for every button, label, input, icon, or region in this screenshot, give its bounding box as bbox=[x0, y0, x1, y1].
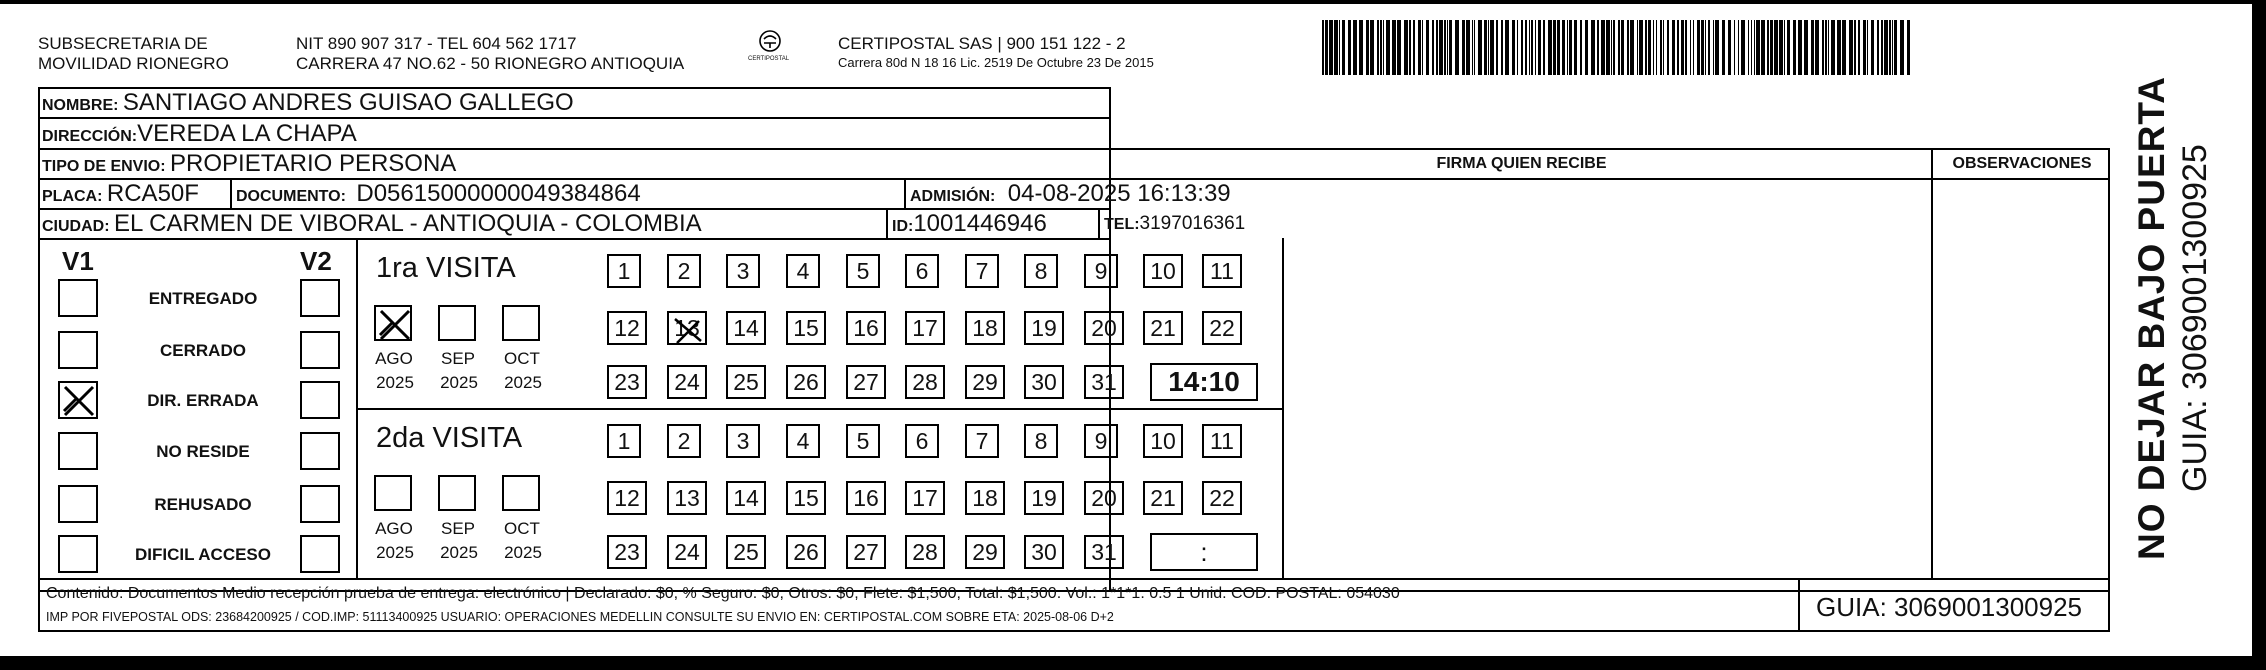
day-cell[interactable]: 19 bbox=[1024, 481, 1064, 515]
day-cell[interactable]: 15 bbox=[786, 311, 826, 345]
day-cell[interactable]: 18 bbox=[965, 481, 1005, 515]
tipo-value: PROPIETARIO PERSONA bbox=[170, 150, 457, 177]
day-cell[interactable]: 23 bbox=[607, 365, 647, 399]
placa-label: PLACA: bbox=[42, 188, 103, 205]
courier-logo bbox=[748, 29, 790, 69]
day-cell[interactable]: 14 bbox=[726, 481, 766, 515]
side-guia: GUIA: 3069001300925 bbox=[2176, 144, 2214, 492]
top-edge bbox=[0, 0, 2266, 4]
day-cell[interactable]: 11 bbox=[1202, 424, 1242, 458]
day-cell[interactable]: 18 bbox=[965, 311, 1005, 345]
id-label: ID: bbox=[892, 218, 914, 235]
day-cell[interactable]: 13 bbox=[667, 481, 707, 515]
status-label: ENTREGADO bbox=[148, 289, 258, 308]
v1-label: V1 bbox=[62, 246, 94, 276]
day-cell[interactable]: 31 bbox=[1084, 535, 1124, 569]
day-cell[interactable]: 21 bbox=[1143, 311, 1183, 345]
observations-area[interactable] bbox=[1935, 182, 2109, 576]
v2-checkbox[interactable] bbox=[300, 331, 340, 369]
year-label: 2025 bbox=[440, 373, 478, 392]
day-cell[interactable]: 4 bbox=[786, 254, 820, 288]
admision-value: 04-08-2025 16:13:39 bbox=[1007, 180, 1231, 207]
ciudad-value: EL CARMEN DE VIBORAL - ANTIOQUIA - COLOMBIA bbox=[114, 210, 702, 237]
documento-value: D05615000000049384864 bbox=[356, 180, 641, 207]
day-cell[interactable]: 28 bbox=[905, 365, 945, 399]
month-checkbox[interactable] bbox=[502, 305, 540, 341]
org-line1: SUBSECRETARIA DE bbox=[38, 34, 208, 53]
year-label: 2025 bbox=[440, 543, 478, 562]
day-cell[interactable]: 16 bbox=[846, 481, 886, 515]
day-cell[interactable]: 23 bbox=[607, 535, 647, 569]
day-cell[interactable]: 30 bbox=[1024, 365, 1064, 399]
day-cell[interactable]: 1 bbox=[607, 254, 641, 288]
visit-title: 2da VISITA bbox=[376, 422, 523, 454]
month-label: OCT bbox=[504, 349, 540, 368]
day-cell[interactable]: 7 bbox=[965, 254, 999, 288]
day-cell[interactable]: 29 bbox=[965, 535, 1005, 569]
day-cell[interactable]: 1 bbox=[607, 424, 641, 458]
v2-checkbox[interactable] bbox=[300, 279, 340, 317]
placa-value: RCA50F bbox=[106, 180, 199, 207]
month-checkbox[interactable] bbox=[374, 305, 412, 341]
day-cell[interactable]: 28 bbox=[905, 535, 945, 569]
day-cell[interactable]: 15 bbox=[786, 481, 826, 515]
day-cell[interactable]: 10 bbox=[1143, 424, 1183, 458]
day-cell[interactable]: 3 bbox=[726, 424, 760, 458]
day-cell[interactable]: 19 bbox=[1024, 311, 1064, 345]
nit-phone: NIT 890 907 317 - TEL 604 562 1717 bbox=[296, 34, 577, 53]
day-cell[interactable]: 4 bbox=[786, 424, 820, 458]
year-label: 2025 bbox=[376, 543, 414, 562]
day-cell[interactable]: 25 bbox=[726, 535, 766, 569]
status-label: CERRADO bbox=[160, 341, 246, 360]
month-label: OCT bbox=[504, 519, 540, 538]
v1-checkbox[interactable] bbox=[58, 279, 98, 317]
day-cell[interactable]: 11 bbox=[1202, 254, 1242, 288]
courier-name: CERTIPOSTAL SAS | 900 151 122 - 2 bbox=[838, 34, 1126, 53]
month-checkbox[interactable] bbox=[438, 305, 476, 341]
nombre-row bbox=[42, 91, 574, 115]
year-label: 2025 bbox=[504, 543, 542, 562]
tel-label: TEL: bbox=[1104, 216, 1140, 233]
day-cell[interactable]: 17 bbox=[905, 481, 945, 515]
day-cell[interactable]: 20 bbox=[1084, 481, 1124, 515]
status-label: DIFICIL ACCESO bbox=[134, 545, 271, 564]
logo-text: CERTIPOSTAL bbox=[748, 56, 790, 62]
day-cell[interactable]: 2 bbox=[667, 424, 701, 458]
month-checkbox[interactable] bbox=[502, 475, 540, 511]
day-cell[interactable]: 5 bbox=[846, 424, 880, 458]
v2-checkbox[interactable] bbox=[300, 485, 340, 523]
day-cell[interactable]: 3 bbox=[726, 254, 760, 288]
footer-imp: IMP POR FIVEPOSTAL ODS: 23684200925 / COD.IMP: 51113400925 USUARIO: OPERACIONES MEDELLIN CONSULTE SU ENVIO EN: CERTIPOSTAL.COM SOBRE ETA: 2025-08-06 D+2 bbox=[46, 610, 1114, 624]
day-cell[interactable]: 31 bbox=[1084, 365, 1124, 399]
footer-contenido: Contenido: Documentos Medio recepción prueba de entrega: electrónico | Declarado: $0, % Seguro: $0, Otros: $0, Flete: $1,500, Total: $1,500. Vol.: 1*1*1. 0.5 1 Unid. COD. POSTAL: 054030 bbox=[46, 585, 1400, 602]
v1-checkbox[interactable] bbox=[58, 381, 98, 419]
day-cell[interactable]: 27 bbox=[846, 535, 886, 569]
visit-title: 1ra VISITA bbox=[376, 252, 516, 284]
month-checkbox[interactable] bbox=[438, 475, 476, 511]
day-cell[interactable]: 9 bbox=[1084, 424, 1118, 458]
documento-label: DOCUMENTO: bbox=[236, 188, 346, 205]
day-cell[interactable]: 24 bbox=[667, 535, 707, 569]
day-cell[interactable]: 17 bbox=[905, 311, 945, 345]
tel-value: 3197016361 bbox=[1139, 213, 1246, 234]
day-cell[interactable]: 14 bbox=[726, 311, 766, 345]
firma-header: FIRMA QUIEN RECIBE bbox=[1436, 155, 1607, 172]
day-cell[interactable]: 30 bbox=[1024, 535, 1064, 569]
org-line2: MOVILIDAD RIONEGRO bbox=[38, 54, 229, 73]
day-cell[interactable]: 26 bbox=[786, 535, 826, 569]
v1-checkbox[interactable] bbox=[58, 485, 98, 523]
direccion-row bbox=[42, 122, 357, 146]
day-cell[interactable]: 27 bbox=[846, 365, 886, 399]
month-label: SEP bbox=[440, 519, 476, 538]
month-label: SEP bbox=[440, 349, 476, 368]
day-cell[interactable]: 6 bbox=[905, 254, 939, 288]
day-cell[interactable]: 9 bbox=[1084, 254, 1118, 288]
ciudad-label: CIUDAD: bbox=[42, 218, 110, 235]
v1-checkbox[interactable] bbox=[58, 432, 98, 470]
ciudad-row bbox=[42, 212, 702, 236]
placa-row bbox=[42, 182, 199, 206]
observaciones-header: OBSERVACIONES bbox=[1952, 155, 2092, 172]
day-cell[interactable]: 7 bbox=[965, 424, 999, 458]
day-cell[interactable] bbox=[667, 311, 707, 345]
bottom-edge bbox=[0, 656, 2266, 670]
year-label: 2025 bbox=[376, 373, 414, 392]
status-label: DIR. ERRADA bbox=[147, 391, 259, 410]
direccion-label: DIRECCIÓN: bbox=[42, 128, 138, 145]
status-label: REHUSADO bbox=[154, 495, 252, 514]
day-cell[interactable]: 8 bbox=[1024, 254, 1058, 288]
day-cell[interactable]: 10 bbox=[1143, 254, 1183, 288]
day-cell[interactable]: 24 bbox=[667, 365, 707, 399]
id-row bbox=[892, 212, 1047, 236]
tipo-label: TIPO DE ENVIO: bbox=[42, 158, 166, 175]
courier-license: Carrera 80d N 18 16 Lic. 2519 De Octubre 23 De 2015 bbox=[838, 55, 1154, 70]
year-label: 2025 bbox=[504, 373, 542, 392]
v2-label: V2 bbox=[300, 246, 332, 276]
v1-checkbox[interactable] bbox=[58, 331, 98, 369]
day-cell[interactable]: 2 bbox=[667, 254, 701, 288]
nombre-label: NOMBRE: bbox=[42, 97, 119, 114]
v1-checkbox[interactable] bbox=[58, 535, 98, 573]
footer-guia-box bbox=[1798, 578, 2110, 632]
day-cell[interactable]: 26 bbox=[786, 365, 826, 399]
day-cell[interactable]: 22 bbox=[1202, 481, 1242, 515]
tipo-row bbox=[42, 152, 456, 176]
day-cell[interactable]: 12 bbox=[607, 481, 647, 515]
month-checkbox[interactable] bbox=[374, 475, 412, 511]
status-label: NO RESIDE bbox=[156, 442, 250, 461]
admision-label: ADMISIÓN: bbox=[910, 188, 996, 205]
footer-guia: GUIA: 3069001300925 bbox=[1816, 592, 2082, 622]
day-cell[interactable]: 29 bbox=[965, 365, 1005, 399]
right-edge bbox=[2252, 0, 2266, 670]
v2-checkbox[interactable] bbox=[300, 381, 340, 419]
day-cell[interactable]: 20 bbox=[1084, 311, 1124, 345]
marked-day-number: 13 bbox=[674, 315, 700, 341]
day-cell[interactable]: 12 bbox=[607, 311, 647, 345]
v2-checkbox[interactable] bbox=[300, 432, 340, 470]
day-cell[interactable]: 21 bbox=[1143, 481, 1183, 515]
day-cell[interactable]: 5 bbox=[846, 254, 880, 288]
day-cell[interactable]: 25 bbox=[726, 365, 766, 399]
barcode bbox=[1322, 20, 1914, 75]
day-cell[interactable]: 16 bbox=[846, 311, 886, 345]
month-label: AGO bbox=[375, 349, 413, 368]
side-warning: NO DEJAR BAJO PUERTA bbox=[2131, 76, 2172, 560]
documento-row bbox=[236, 182, 641, 206]
month-label: AGO bbox=[375, 519, 413, 538]
time-field[interactable]: 14:10 bbox=[1150, 363, 1258, 401]
direccion-value: VEREDA LA CHAPA bbox=[137, 120, 357, 147]
sender-address: CARRERA 47 NO.62 - 50 RIONEGRO ANTIOQUIA bbox=[296, 54, 685, 73]
day-cell[interactable]: 22 bbox=[1202, 311, 1242, 345]
nombre-value: SANTIAGO ANDRES GUISAO GALLEGO bbox=[122, 89, 574, 116]
id-value: 1001446946 bbox=[913, 210, 1047, 237]
time-field[interactable]: : bbox=[1150, 533, 1258, 571]
v2-checkbox[interactable] bbox=[300, 535, 340, 573]
day-cell[interactable]: 8 bbox=[1024, 424, 1058, 458]
day-cell[interactable]: 6 bbox=[905, 424, 939, 458]
